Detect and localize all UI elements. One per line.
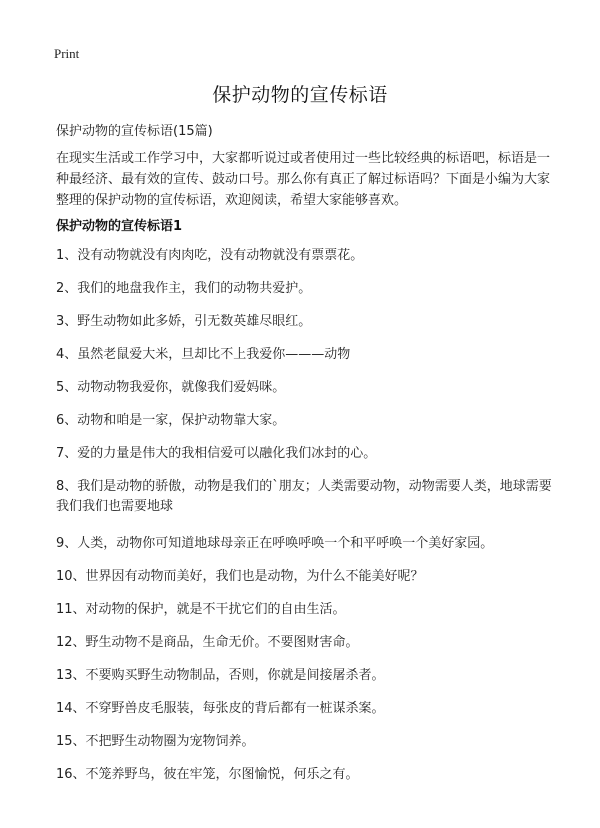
list-item: 2、我们的地盘我作主，我们的动物共爱护。 [56,281,312,296]
list-item: 8、我们是动物的骄傲，动物是我们的`朋友；人类需要动物，动物需要人类，地球需要我们我们也需要地球 [56,479,552,514]
section-heading: 保护动物的宣传标语1 [56,219,183,234]
article-subtitle: 保护动物的宣传标语(15篇) [56,124,213,139]
slogan-list [56,246,556,798]
list-item: 13、不要购买野生动物制品，否则，你就是间接屠杀者。 [56,668,385,683]
intro-paragraph: 在现实生活或工作学习中，大家都听说过或者使用过一些比较经典的标语吧，标语是一种最经济、最有效的宣传、鼓动口号。那么你有真正了解过标语吗？下面是小编为大家整理的保护动物的宣传标语，欢迎阅读，希望大家能够喜欢。 [56,151,551,208]
list-item: 6、动物和咱是一家，保护动物靠大家。 [56,413,286,428]
list-item: 10、世界因有动物而美好，我们也是动物，为什么不能美好呢？ [56,569,424,584]
list-item: 4、虽然老鼠爱大米，旦却比不上我爱你———动物 [56,347,351,362]
list-item: 1、没有动物就没有肉肉吃，没有动物就没有票票花。 [56,248,364,263]
list-item: 12、野生动物不是商品，生命无价。不要图财害命。 [56,635,359,650]
list-item: 7、爱的力量是伟大的我相信爱可以融化我们冰封的心。 [56,446,377,461]
list-item: 14、不穿野兽皮毛服装，每张皮的背后都有一桩谋杀案。 [56,701,385,716]
print-link[interactable]: Print [54,46,80,61]
list-item: 5、动物动物我爱你，就像我们爱妈咪。 [56,380,286,395]
list-item: 11、对动物的保护，就是不干扰它们的自由生活。 [56,602,346,617]
list-item: 16、不笼养野鸟，彼在牢笼，尔图愉悦，何乐之有。 [56,767,359,782]
list-item: 15、不把野生动物圈为宠物饲养。 [56,734,255,749]
page-title: 保护动物的宣传标语 [212,84,388,106]
list-item: 9、人类，动物你可知道地球母亲正在呼唤呼唤一个和平呼唤一个美好家园。 [56,536,494,551]
list-item: 3、野生动物如此多娇，引无数英雄尽眼红。 [56,314,312,329]
